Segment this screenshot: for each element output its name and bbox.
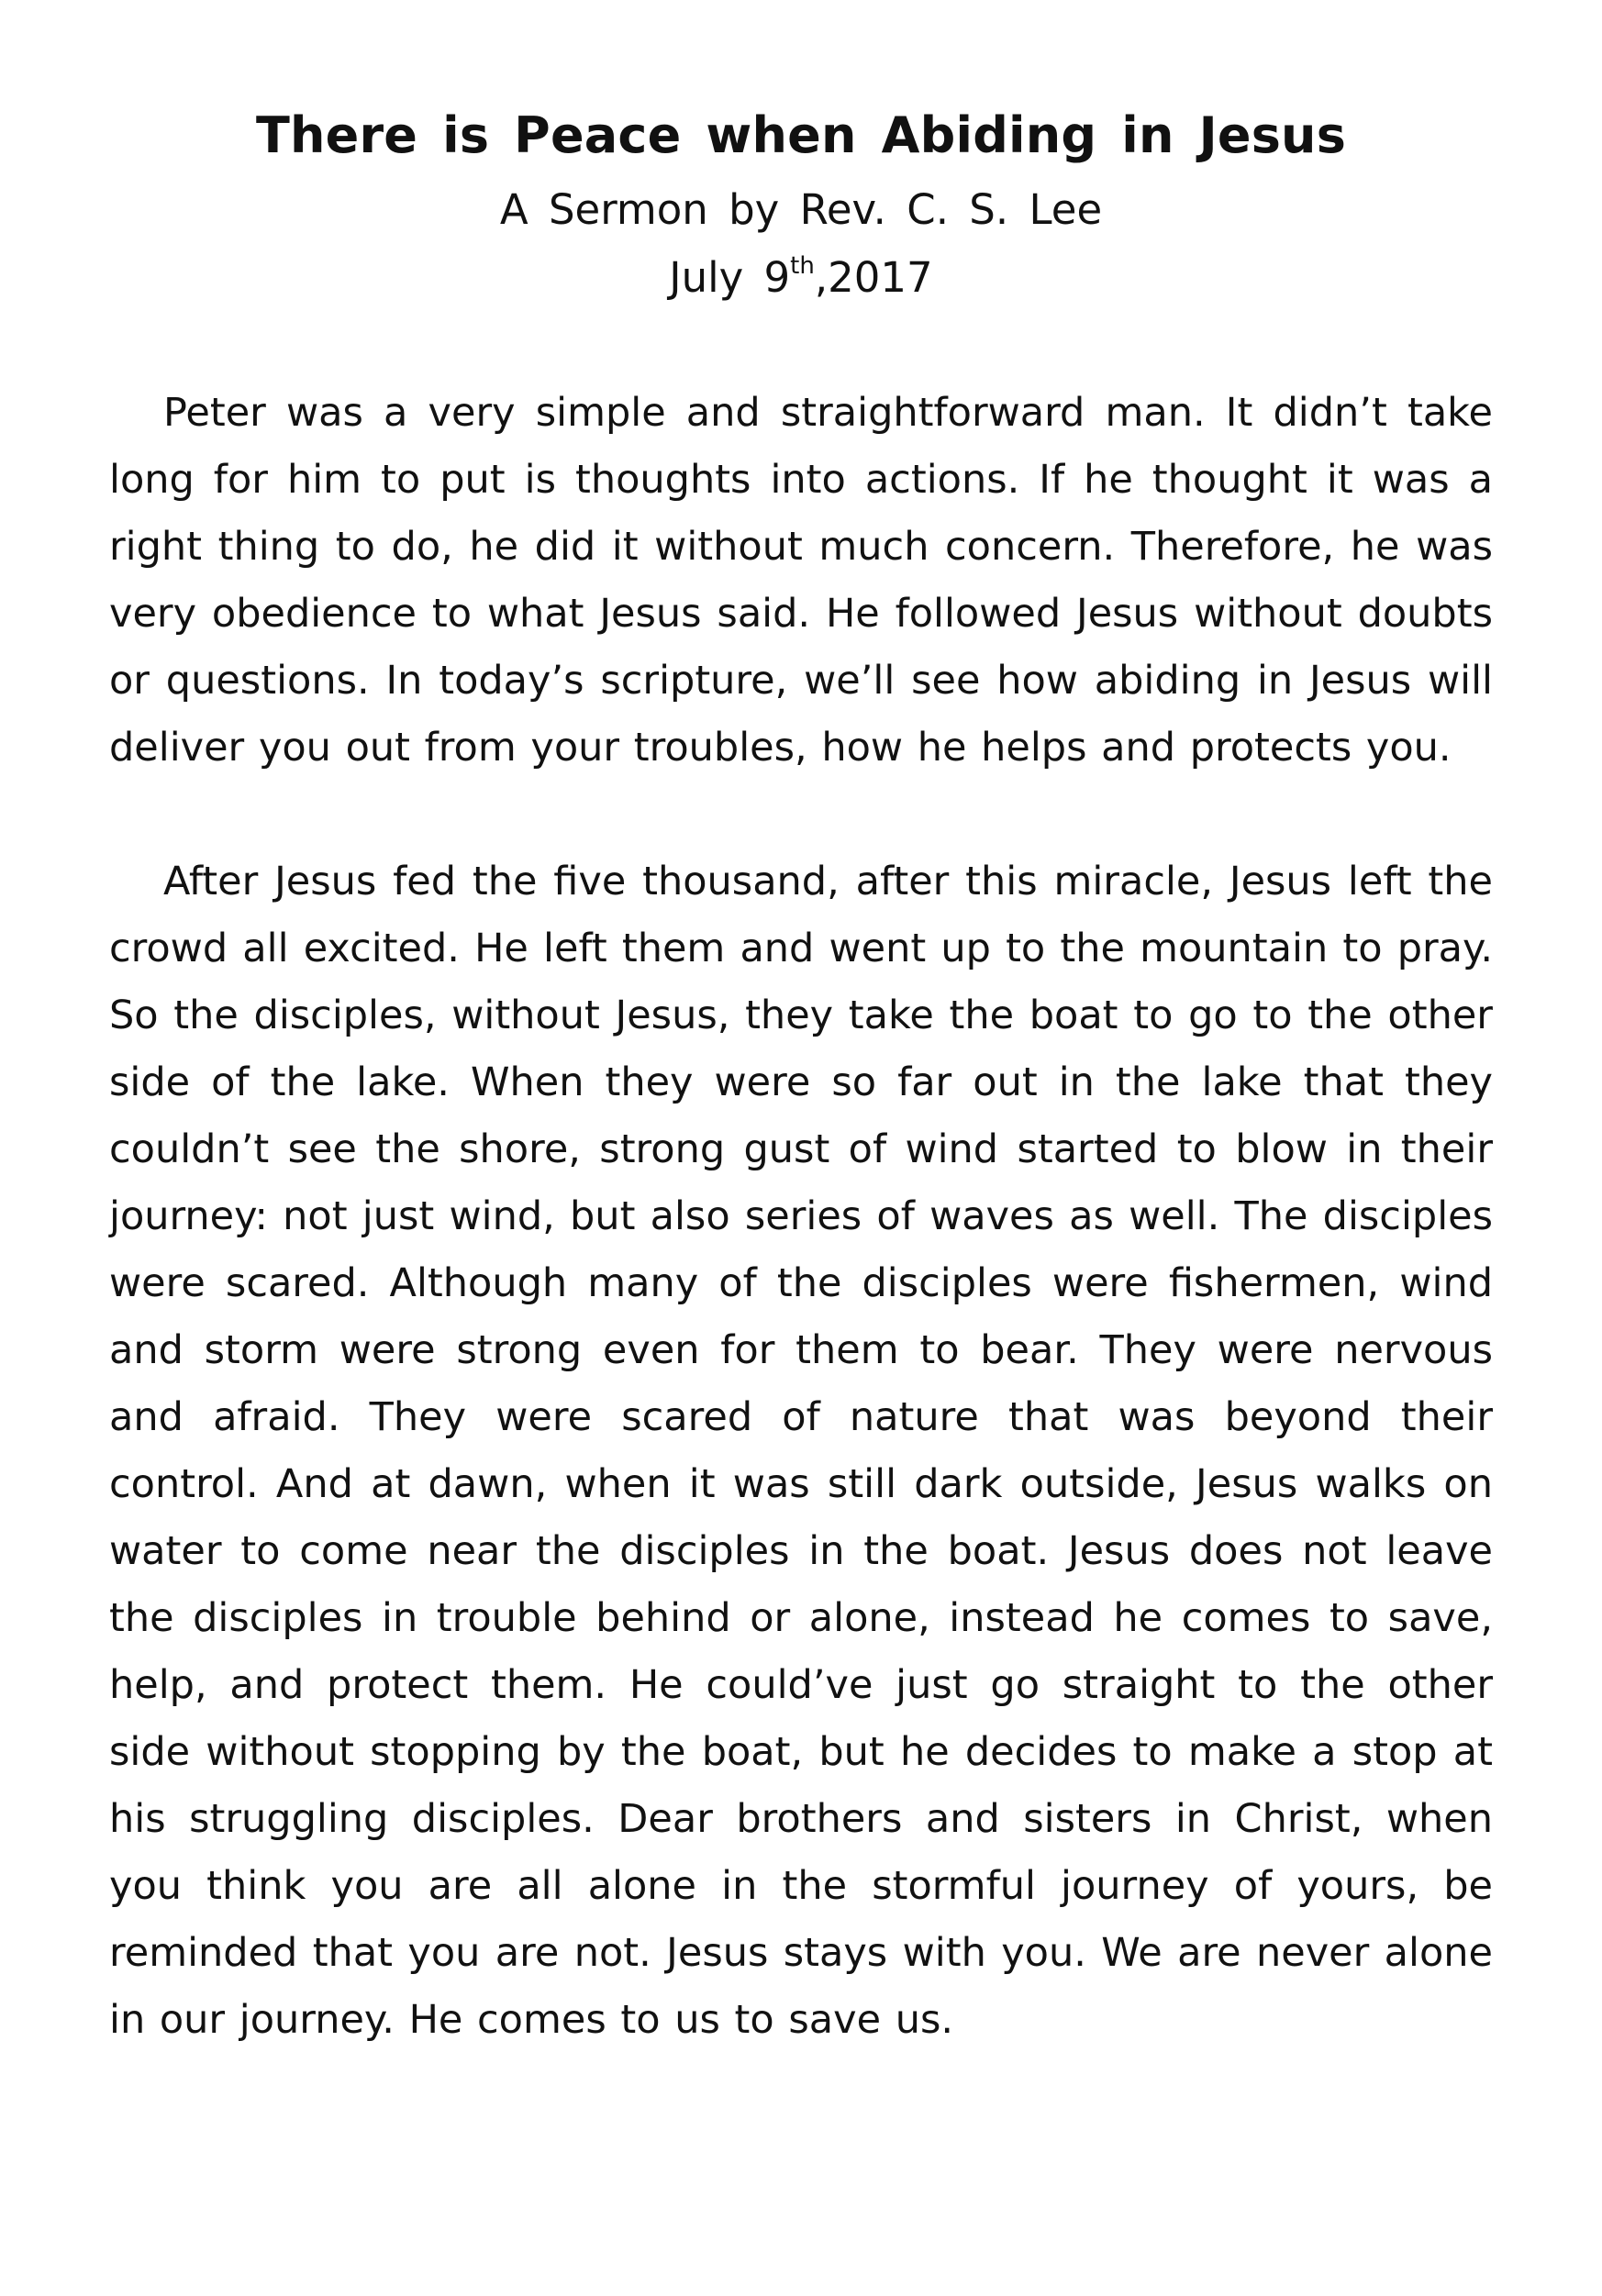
sermon-title: There is Peace when Abiding in Jesus — [255, 106, 1347, 164]
sermon-byline: A Sermon by Rev. C. S. Lee — [499, 185, 1103, 234]
sermon-body — [109, 380, 1493, 2054]
date-ordinal-suffix: th — [790, 252, 815, 280]
date-month-day: July 9 — [669, 253, 791, 302]
sermon-date — [109, 244, 1493, 312]
paragraph: After Jesus fed the five thousand, after this miracle, Jesus left the crowd all excited. He left them and went up to the mountain to pray. So the disciples, without Jesus, they take the boat to go to the other side of the lake. When they were so far out in the lake that they couldn’t see the shore, strong gust of wind started to blow in their journey: not just wind, but also series of waves as well. The disciples were scared. Although many of the disciples were fishermen, wind and storm were strong even for them to bear. They were nervous and afraid. They were scared of nature that was beyond their control. And at dawn, when it was still dark outside, Jesus walks on water to come near the disciples in the boat. Jesus does not leave the disciples in trouble behind or alone, instead he comes to save, help, and protect them. He could’ve just go straight to the other side without stopping by the boat, but he decides to make a stop at his struggling disciples. Dear brothers and sisters in Christ, when you think you are all alone in the stormful journey of yours, be reminded that you are not. Jesus stays with you. We are never alone in our journey. He comes to us to save us. — [109, 859, 1493, 2043]
date-year: ,2017 — [814, 253, 933, 302]
paragraph: Peter was a very simple and straightforward man. It didn’t take long for him to put is thoughts into actions. If he thought it was a right thing to do, he did it without much concern. Therefore, he was very obedience to what Jesus said. He followed Jesus without doubts or questions. In today’s scripture, we’ll see how abiding in Jesus will deliver you out from your troubles, how he helps and protects you. — [109, 390, 1493, 771]
document-page — [109, 99, 1493, 2054]
